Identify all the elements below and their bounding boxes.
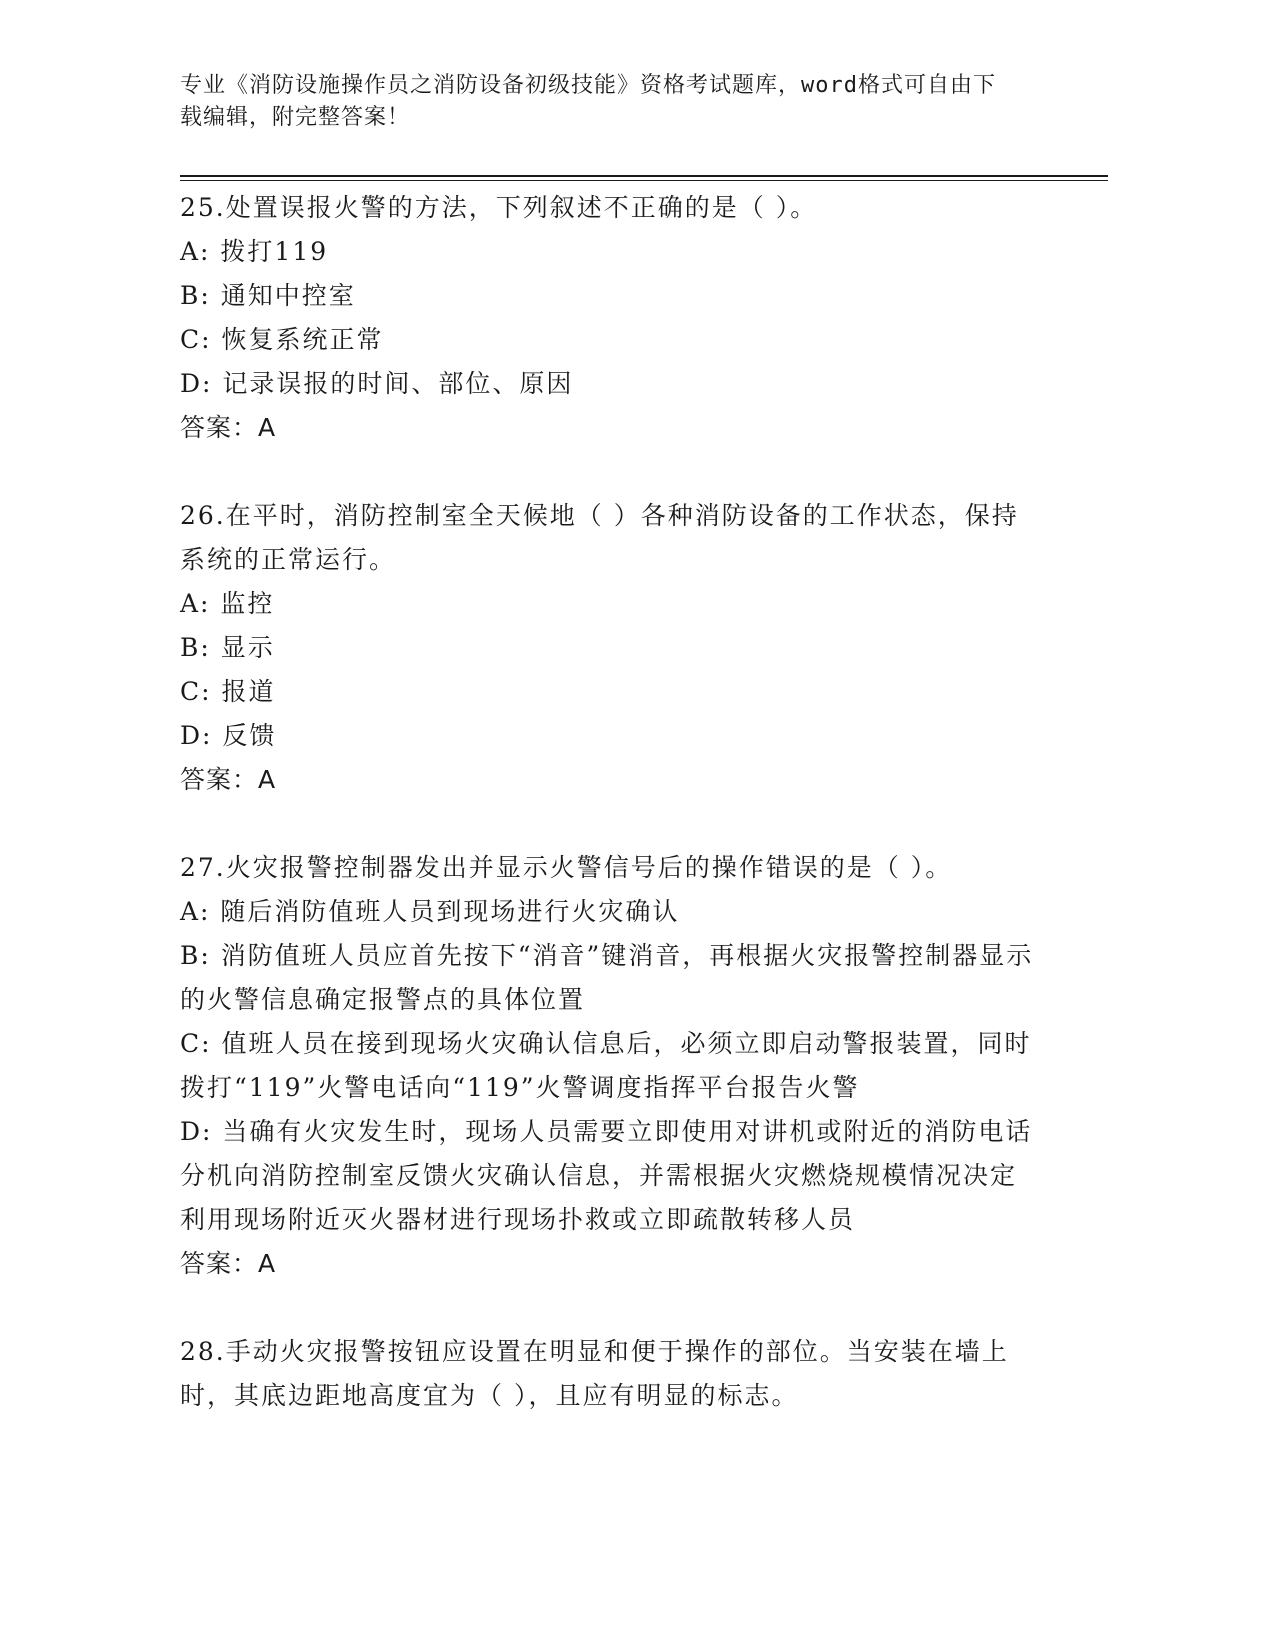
- question-stem: 26.在平时，消防控制室全天候地（ ）各种消防设备的工作状态，保持系统的正常运行。: [180, 501, 1019, 574]
- question-27: [180, 846, 1040, 1286]
- option-b: B: 消防值班人员应首先按下“消音”键消音，再根据火灾报警控制器显示的火警信息确定报警点的具体位置: [180, 941, 1034, 1014]
- option-d: D: 当确有火灾发生时，现场人员需要立即使用对讲机或附近的消防电话分机向消防控制室反馈火灾确认信息，并需根据火灾燃烧规模情况决定利用现场附近灭火器材进行现场扑救或立即疏散转移人员: [180, 1117, 1033, 1234]
- question-list: [180, 186, 1040, 1418]
- answer: 答案：A: [180, 1249, 277, 1278]
- option-b: B: 通知中控室: [180, 281, 356, 310]
- header-line-2: 载编辑，附完整答案！: [180, 105, 411, 130]
- answer: 答案：A: [180, 413, 277, 442]
- question-stem: 27.火灾报警控制器发出并显示火警信号后的操作错误的是（ ）。: [180, 853, 953, 882]
- question-28: [180, 1330, 1040, 1418]
- document-header: [180, 70, 1040, 134]
- option-d: D: 反馈: [180, 721, 277, 750]
- question-stem: 28.手动火灾报警按钮应设置在明显和便于操作的部位。当安装在墙上时，其底边距地高度宜为（ ），且应有明显的标志。: [180, 1337, 1009, 1410]
- question-25: [180, 186, 1040, 450]
- question-26: [180, 494, 1040, 802]
- option-a: A: 监控: [180, 589, 275, 618]
- option-b: B: 显示: [180, 633, 275, 662]
- question-stem: 25.处置误报火警的方法，下列叙述不正确的是（ ）。: [180, 193, 818, 222]
- option-c: C: 恢复系统正常: [180, 325, 384, 354]
- answer: 答案：A: [180, 765, 277, 794]
- option-c: C: 报道: [180, 677, 276, 706]
- option-d: D: 记录误报的时间、部位、原因: [180, 369, 574, 398]
- header-divider-thick: [180, 175, 1108, 177]
- option-a: A: 拨打119: [180, 237, 329, 266]
- option-a: A: 随后消防值班人员到现场进行火灾确认: [180, 897, 680, 926]
- option-c: C: 值班人员在接到现场火灾确认信息后，必须立即启动警报装置，同时拨打“119”火警电话向“119”火警调度指挥平台报告火警: [180, 1029, 1032, 1102]
- header-divider-thin: [180, 180, 1108, 181]
- header-line-1: 专业《消防设施操作员之消防设备初级技能》资格考试题库，word格式可自由下: [180, 73, 996, 98]
